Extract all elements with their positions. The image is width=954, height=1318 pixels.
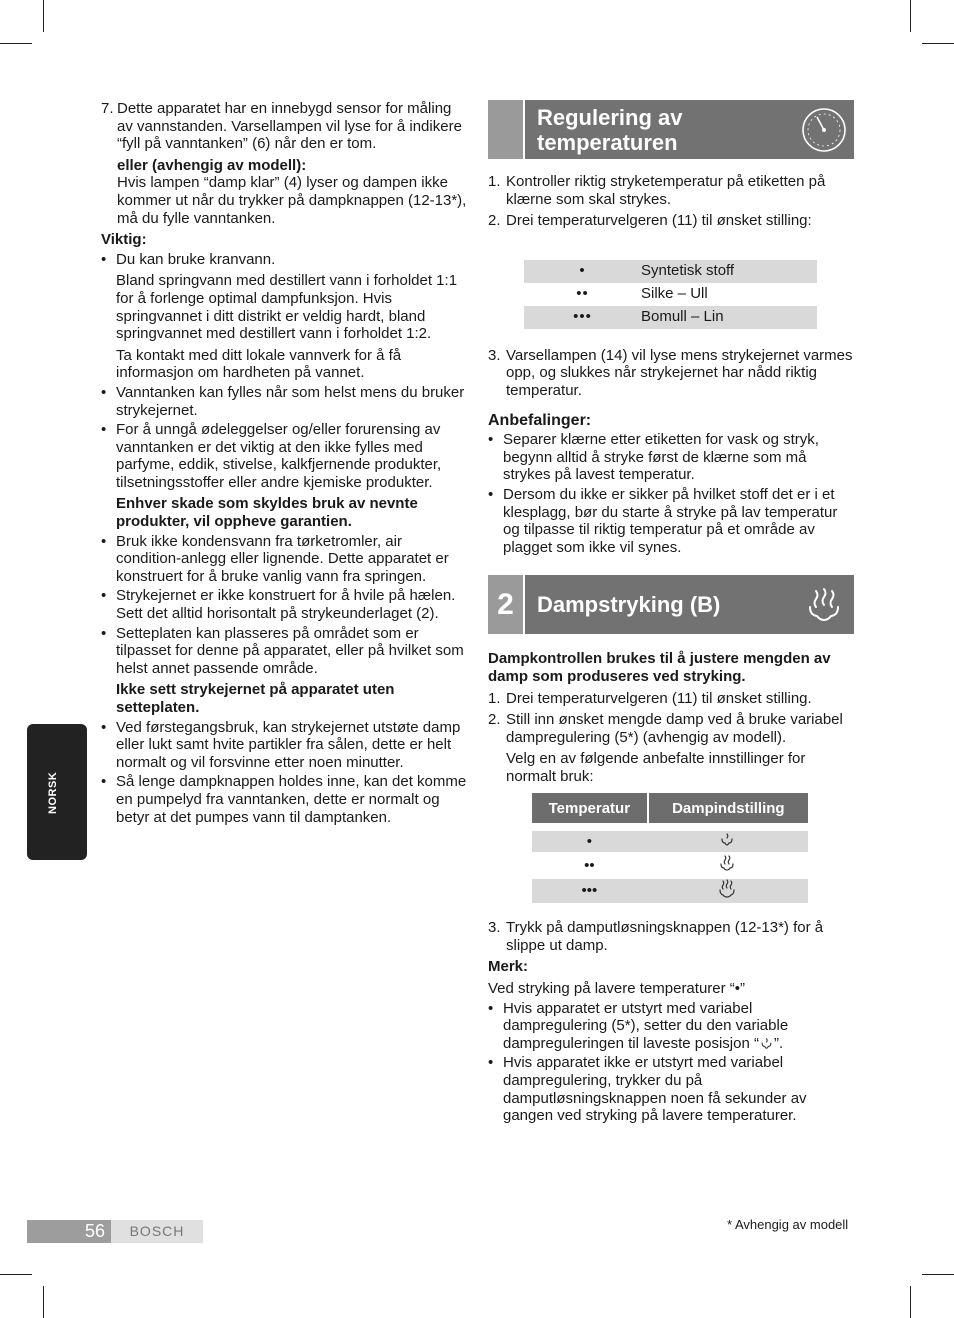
paragraph: Drei temperaturvelgeren (11) til ønsket stilling: — [506, 212, 812, 230]
list-item — [101, 625, 469, 717]
paragraph: Ta kontakt med ditt lokale vannverk for å få informasjon om hardheten på vannet. — [116, 346, 402, 382]
crop-mark — [43, 1286, 44, 1318]
paragraph: Bruk ikke kondensvann fra tørketromler, air condition-anlegg eller lignende. Dette apparatet er konstruert for å bruke vanlig vann fra springen. — [116, 532, 449, 585]
steam-low-icon — [647, 823, 808, 854]
paragraph: Velg en av følgende anbefalte innstillinger for normalt bruk: — [506, 750, 806, 785]
temperature-dots: •• — [576, 285, 589, 303]
bullet: • — [101, 624, 107, 642]
paragraph: Vanntanken kan fylles når som helst mens du bruker strykejernet. — [116, 383, 465, 419]
language-tab — [27, 724, 87, 860]
section-header-temperature — [488, 100, 854, 159]
bullet: • — [101, 773, 107, 791]
table-row — [524, 260, 817, 283]
paragraph — [503, 1000, 854, 1053]
list-item — [101, 251, 469, 382]
paragraph: Kontroller riktig stryketemperatur på etiketten på klærne som skal strykes. — [506, 173, 826, 208]
steam-high-icon — [647, 879, 808, 906]
or-label: eller (avhengig av modell): — [117, 156, 307, 174]
paragraph: Du kan bruke kranvann. — [116, 250, 276, 268]
steam-icon — [794, 575, 854, 634]
paragraph: Still inn ønsket mengde damp ved å bruke variabel dampregulering (5*) (avhengig av modell). — [506, 711, 843, 746]
note-label: Merk: — [488, 958, 529, 976]
steam-settings-table — [532, 793, 808, 905]
steam-low-icon — [759, 1036, 774, 1050]
bullet: • — [101, 718, 107, 736]
note-text: Ved stryking på lavere temperaturer “•” — [488, 980, 746, 998]
temperature-dots: •• — [532, 854, 647, 879]
list-item — [488, 431, 854, 484]
steam-intro: Dampkontrollen brukes til å justere mengden av damp som produseres ved stryking. — [488, 650, 831, 685]
bullet: • — [101, 250, 107, 268]
list-item — [101, 773, 469, 826]
temperature-dots: • — [524, 260, 641, 283]
steam-medium-icon — [647, 854, 808, 879]
list-item — [488, 919, 854, 954]
list-number: 3. — [488, 919, 501, 937]
list-item — [488, 1000, 854, 1053]
bullet: • — [488, 431, 494, 449]
crop-mark — [43, 0, 44, 32]
list-number: 3. — [488, 346, 501, 364]
bullet: • — [101, 383, 107, 401]
paragraph: Så lenge dampknappen holdes inne, kan det komme en pumpelyd fra vanntanken, dette er normalt og betyr at det pumpes vann til damptanken. — [116, 773, 467, 826]
paragraph: Trykk på damputløsningsknappen (12-13*) for å slippe ut damp. — [506, 919, 824, 954]
section-number: 2 — [488, 575, 525, 634]
crop-mark — [910, 1286, 911, 1318]
list-number: 2. — [488, 711, 501, 729]
bullet: • — [488, 485, 494, 503]
column-header-temperature: Temperatur — [532, 793, 647, 823]
column-header-steam: Dampindstilling — [647, 793, 808, 823]
crop-mark — [910, 0, 911, 32]
section-title: Regulering av temperaturen — [537, 104, 683, 155]
table-row — [524, 306, 817, 329]
paragraph: Bland springvann med destillert vann i forholdet 1:1 for å forlenge optimal dampfunksjon. Hvis springvannet i ditt distrikt er veldig hardt, bland springvannet med destillert vann i forholdet 1:2. — [116, 272, 458, 343]
list-item — [101, 384, 469, 419]
paragraph: Setteplaten kan plasseres på området som er tilpasset for denne på apparatet, eller på hvilket som helst annet passende område. — [116, 624, 464, 677]
temperature-dial-icon — [794, 100, 854, 159]
note-list — [488, 1000, 854, 1125]
list-number: 1. — [488, 689, 501, 707]
bullet: • — [101, 587, 107, 605]
text-part: Hvis apparatet er utstyrt med variabel dampregulering (5*), setter du den variable dampreguleringen til laveste posisjon “ — [503, 999, 789, 1052]
table-row — [532, 854, 808, 879]
paragraph: Separer klærne etter etiketten for vask og stryk, begynn alltid å stryke først de klærne som må strykes på lavest temperatur. — [503, 431, 819, 484]
list-item — [488, 1054, 854, 1124]
list-item-7 — [101, 100, 469, 227]
warning-text: Ikke sett strykejernet på apparatet uten setteplaten. — [116, 681, 395, 716]
table-header-row — [532, 793, 808, 823]
temperature-dots: ••• — [532, 879, 647, 906]
crop-mark — [0, 1274, 32, 1275]
bullet: • — [488, 999, 494, 1017]
list-item — [488, 690, 854, 708]
warning-text: Enhver skade som skyldes bruk av nevnte produkter, vil oppheve garantien. — [116, 495, 418, 531]
temperature-dots: ••• — [524, 306, 641, 329]
section-tab — [488, 100, 525, 159]
list-item — [488, 173, 854, 208]
brand-label: BOSCH — [111, 1220, 203, 1243]
list-number: 2. — [488, 212, 501, 230]
page-number: 56 — [27, 1220, 111, 1243]
list-item — [488, 486, 854, 556]
paragraph: Varsellampen (14) vil lyse mens strykejernet varmes opp, og slukkes når strykejernet har nådd riktig temperatur. — [506, 346, 853, 399]
crop-mark — [0, 43, 32, 44]
paragraph: Strykejernet er ikke konstruert for å hvile på hælen. Sett det alltid horisontalt på strykeunderlaget (2). — [116, 587, 456, 623]
list-item — [101, 719, 469, 772]
crop-mark — [922, 43, 954, 44]
list-number: 1. — [488, 173, 501, 190]
list-item — [488, 212, 854, 230]
bullet: • — [488, 1054, 494, 1072]
crop-mark — [922, 1274, 954, 1275]
list-item — [488, 347, 854, 400]
important-list — [101, 251, 469, 826]
recommendations-list — [488, 431, 854, 556]
paragraph: For å unngå ødeleggelser og/eller forurensing av vanntanken er det viktig at den ikke fylles med parfyme, eddik, stivelse, kalkfjernende produkter, tilsetningsstoffer eller andre kjemiske produkter. — [116, 421, 442, 491]
recommendations-label: Anbefalinger: — [488, 411, 592, 429]
fabric-label: Silke – Ull — [641, 285, 708, 303]
list-item — [101, 587, 469, 622]
bullet: • — [101, 532, 107, 550]
paragraph: Dersom du ikke er sikker på hvilket stoff det er i et klesplagg, bør du starte å stryke på lav temperatur og tilpasse til riktig temperatur på et område av plagget som ikke vil synes. — [503, 485, 838, 556]
section-header-steam — [488, 575, 854, 634]
table-row — [524, 283, 817, 306]
list-item — [101, 421, 469, 531]
list-item — [488, 711, 854, 785]
language-label: NORSK — [47, 771, 59, 814]
temperature-dots: • — [532, 823, 647, 854]
important-label: Viktig: — [101, 231, 147, 249]
text-part: ”. — [773, 1034, 784, 1052]
paragraph: Ved førstegangsbruk, kan strykejernet utstøte damp eller lukt samt hvite partikler fra sålen, dette er helt normalt og vil forsvinne etter noen minutter. — [116, 718, 461, 771]
right-column — [488, 100, 854, 1125]
paragraph: Dette apparatet har en innebygd sensor for måling av vannstanden. Varsellampen vil lyse for å indikere “fyll på vanntanken” (6) når den er tom. — [117, 100, 462, 153]
fabric-label: Syntetisk stoff — [641, 260, 817, 283]
section-title: Dampstryking (B) — [537, 592, 721, 618]
paragraph: Drei temperaturvelgeren (11) til ønsket stilling. — [506, 689, 812, 707]
footnote: * Avhengig av modell — [727, 1217, 849, 1232]
page-footer — [27, 1220, 203, 1243]
paragraph: Hvis lampen “damp klar” (4) lyser og dampen ikke kommer ut når du trykker på dampknappen (12-13*), må du fylle vanntanken. — [117, 174, 467, 227]
bullet: • — [101, 421, 107, 439]
table-row — [532, 879, 808, 906]
list-number: 7. — [101, 100, 114, 117]
temperature-table — [524, 260, 817, 329]
fabric-label: Bomull – Lin — [641, 306, 817, 329]
left-column — [101, 100, 469, 826]
table-row — [532, 823, 808, 854]
list-item — [101, 533, 469, 586]
paragraph: Hvis apparatet ikke er utstyrt med variabel dampregulering, trykker du på damputløsningsknappen noen få sekunder av gangen ved stryking på lavere temperaturer. — [503, 1054, 807, 1125]
